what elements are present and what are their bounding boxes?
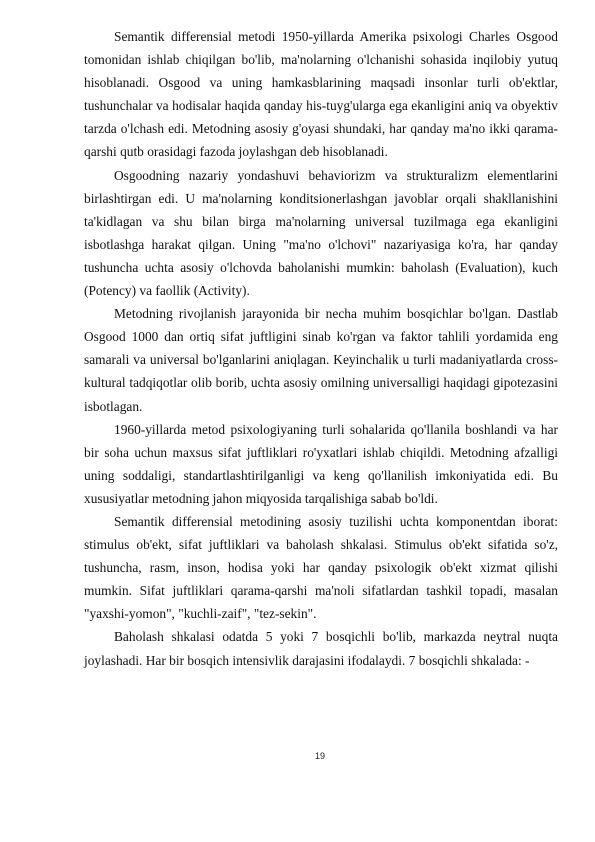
document-page [84, 25, 558, 672]
paragraph-method-structure: Semantik differensial metodining asosiy tuzilishi uchta komponentdan iborat: stimulus ob'ekt, sifat juftliklari va baholash shkalasi. Stimulus ob'ekt sifatida so'z, tushuncha, rasm, inson, hodisa yoki har qanday psixologik ob'ekt xizmat qilishi mumkin. Sifat juftliklari qarama-qarshi ma'noli sifatlardan tashkil topadi, masalan "yaxshi-yomon", "kuchli-zaif", "tez-sekin". [84, 513, 558, 622]
paragraph-1960s-application: 1960-yillarda metod psixologiyaning turli sohalarida qo'llanila boshlandi va har bir soha uchun maxsus sifat juftliklari ro'yxatlari ishlab chiqildi. Metodning afzalligi uning soddaligi, standartlashtirilganligi va keng qo'llanilish imkoniyatida edi. Bu xususiyatlar metodning jahon miqyosida tarqalishiga sabab bo'ldi. [84, 421, 558, 506]
paragraph-theoretical-approach: Osgoodning nazariy yondashuvi behaviorizm va strukturalizm elementlarini birlashtirgan edi. U ma'nolarning konditsionerlashgan javoblar orqali shakllanishini ta'kidlagan va shu bilan birga ma'nolarning universal tuzilmaga ega ekanligini isbotlashga harakat qilgan. Uning "ma'no o'lchovi" nazariyasiga ko'ra, har qanday tushuncha uchta asosiy o'lchovda baholanishi mumkin: baholash (Evaluation), kuch (Potency) va faollik (Activity). [84, 167, 558, 299]
page-number: 19 [314, 751, 325, 761]
paragraph-development-stages: Metodning rivojlanish jarayonida bir necha muhim bosqichlar bo'lgan. Dastlab Osgood 1000 dan ortiq sifat juftligini sinab ko'rgan va faktor tahlili yordamida eng samarali va universal bo'lganlarini aniqlagan. Keyinchalik u turli madaniyatlarda cross-kultural tadqiqotlar olib borib, uchta asosiy omilning universalligi haqidagi gipotezasini isbotlagan. [84, 306, 558, 414]
paragraph-rating-scale: Baholash shkalasi odatda 5 yoki 7 bosqichli bo'lib, markazda neytral nuqta joylashadi. Har bir bosqich intensivlik darajasini ifodalaydi. 7 bosqichli shkalada: - [84, 629, 558, 668]
paragraph-osgood-origin: Semantik differensial metodi 1950-yillarda Amerika psixologi Charles Osgood tomonidan ishlab chiqilgan bo'lib, ma'nolarning o'lchanishi sohasida inqilobiy yutuq hisoblanadi. Osgood va uning hamkasblarining maqsadi insonlar turli ob'ektlar, tushunchalar va hodisalar haqida qanday his-tuyg'ularga ega ekanligini aniq va obyektiv tarzda o'lchash edi. Metodning asosiy g'oyasi shundaki, har qanday ma'no ikki qarama-qarshi qutb orasidagi fazoda joylashgan deb hisoblanadi. [84, 29, 558, 160]
